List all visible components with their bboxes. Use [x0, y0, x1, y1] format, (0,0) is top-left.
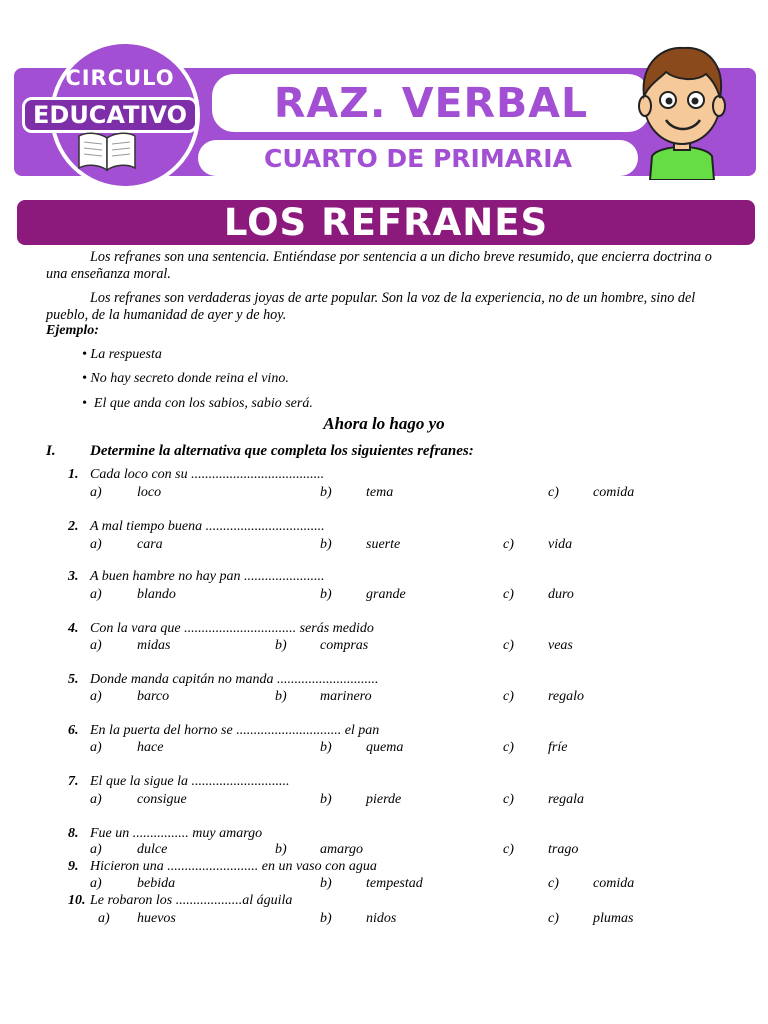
question-text: Cada loco con su ......................................: [90, 467, 325, 482]
option-a: huevos: [137, 911, 176, 926]
question-number: 2.: [68, 519, 79, 534]
option-letter: a): [90, 537, 102, 552]
option-c: fríe: [548, 740, 568, 755]
example-item: • La respuesta: [82, 347, 162, 362]
option-letter: c): [548, 876, 559, 891]
option-letter: a): [90, 792, 102, 807]
option-a: midas: [137, 638, 171, 653]
option-b: marinero: [320, 689, 372, 704]
option-letter: a): [90, 638, 102, 653]
option-c: plumas: [593, 911, 634, 926]
option-c: vida: [548, 537, 573, 552]
exercise-instruction: Determine la alternativa que completa los siguientes refranes:: [90, 443, 474, 459]
option-c: comida: [593, 485, 635, 500]
title-box: [212, 74, 650, 132]
option-letter: a): [90, 842, 102, 857]
option-letter: b): [275, 689, 287, 704]
question-number: 4.: [68, 621, 79, 636]
option-letter: c): [503, 537, 514, 552]
question-number: 8.: [68, 826, 79, 841]
option-a: dulce: [137, 842, 168, 857]
question-number: 10.: [68, 893, 86, 908]
question-number: 7.: [68, 774, 79, 789]
option-letter: c): [548, 911, 559, 926]
kid-illustration-icon: [636, 40, 728, 180]
option-letter: a): [90, 689, 102, 704]
option-a: consigue: [137, 792, 187, 807]
option-c: trago: [548, 842, 579, 857]
question-text: Donde manda capitán no manda .............................: [90, 672, 379, 687]
option-b: amargo: [320, 842, 364, 857]
option-a: loco: [137, 485, 162, 500]
option-letter: c): [548, 485, 559, 500]
option-b: quema: [366, 740, 404, 755]
exercise-number: I.: [46, 443, 56, 459]
option-letter: c): [503, 842, 514, 857]
option-letter: c): [503, 638, 514, 653]
practice-heading: Ahora lo hago yo: [323, 414, 445, 433]
logo-top-text: CIRCULO: [65, 66, 175, 90]
section-title: LOS REFRANES: [223, 201, 549, 244]
option-letter: a): [90, 587, 102, 602]
option-letter: a): [90, 485, 102, 500]
option-letter: c): [503, 792, 514, 807]
option-a: hace: [137, 740, 164, 755]
option-letter: b): [320, 587, 332, 602]
example-label: Ejemplo:: [46, 323, 99, 338]
option-a: blando: [137, 587, 176, 602]
option-letter: b): [320, 876, 332, 891]
option-a: bebida: [137, 876, 176, 891]
question-text: Fue un ................ muy amargo: [90, 826, 263, 841]
question-text: Con la vara que ................................ serás medido: [90, 621, 374, 636]
question-text: A buen hambre no hay pan .......................: [90, 569, 325, 584]
book-icon: [76, 130, 138, 172]
option-b: nidos: [366, 911, 397, 926]
option-c: veas: [548, 638, 573, 653]
question-number: 6.: [68, 723, 79, 738]
question-number: 5.: [68, 672, 79, 687]
option-letter: c): [503, 587, 514, 602]
option-c: regalo: [548, 689, 585, 704]
option-b: grande: [366, 587, 406, 602]
question-number: 9.: [68, 859, 79, 874]
option-b: tema: [366, 485, 394, 500]
option-letter: b): [320, 792, 332, 807]
option-b: tempestad: [366, 876, 423, 891]
question-text: En la puerta del horno se .............................. el pan: [90, 723, 380, 738]
option-letter: b): [275, 842, 287, 857]
intro-paragraph-2: Los refranes son verdaderas joyas de arte popular. Son la voz de la experiencia, no de un hombre, sino del pueblo, de la humanidad de ayer y de hoy.: [46, 290, 696, 323]
example-item: • El que anda con los sabios, sabio será.: [82, 396, 313, 411]
question-text: A mal tiempo buena ..................................: [90, 519, 325, 534]
question-text: Le robaron los ...................al águila: [90, 893, 293, 908]
option-letter: c): [503, 689, 514, 704]
option-letter: a): [98, 911, 110, 926]
question-text: Hicieron una .......................... en un vaso con agua: [90, 859, 377, 874]
intro-paragraph-1: Los refranes son una sentencia. Entiéndase por sentencia a un dicho breve resumido, que encierra doctrina o una enseñanza moral.: [46, 249, 712, 282]
option-letter: c): [503, 740, 514, 755]
option-a: barco: [137, 689, 170, 704]
option-letter: a): [90, 876, 102, 891]
option-b: suerte: [366, 537, 401, 552]
option-c: duro: [548, 587, 574, 602]
logo-bottom-text: EDUCATIVO: [22, 97, 198, 133]
option-letter: b): [320, 911, 332, 926]
option-b: pierde: [366, 792, 402, 807]
option-letter: b): [320, 485, 332, 500]
example-item: • No hay secreto donde reina el vino.: [82, 371, 289, 386]
option-b: compras: [320, 638, 369, 653]
subtitle-box: [198, 140, 638, 176]
question-number: 3.: [68, 569, 79, 584]
option-letter: b): [320, 537, 332, 552]
option-c: regala: [548, 792, 585, 807]
option-letter: b): [275, 638, 287, 653]
subject-title: RAZ. VERBAL: [273, 79, 589, 127]
option-letter: a): [90, 740, 102, 755]
option-letter: b): [320, 740, 332, 755]
question-number: 1.: [68, 467, 79, 482]
option-a: cara: [137, 537, 163, 552]
section-banner: [17, 200, 755, 245]
option-c: comida: [593, 876, 635, 891]
grade-subtitle: CUARTO DE PRIMARIA: [264, 143, 572, 173]
question-text: El que la sigue la ............................: [90, 774, 290, 789]
